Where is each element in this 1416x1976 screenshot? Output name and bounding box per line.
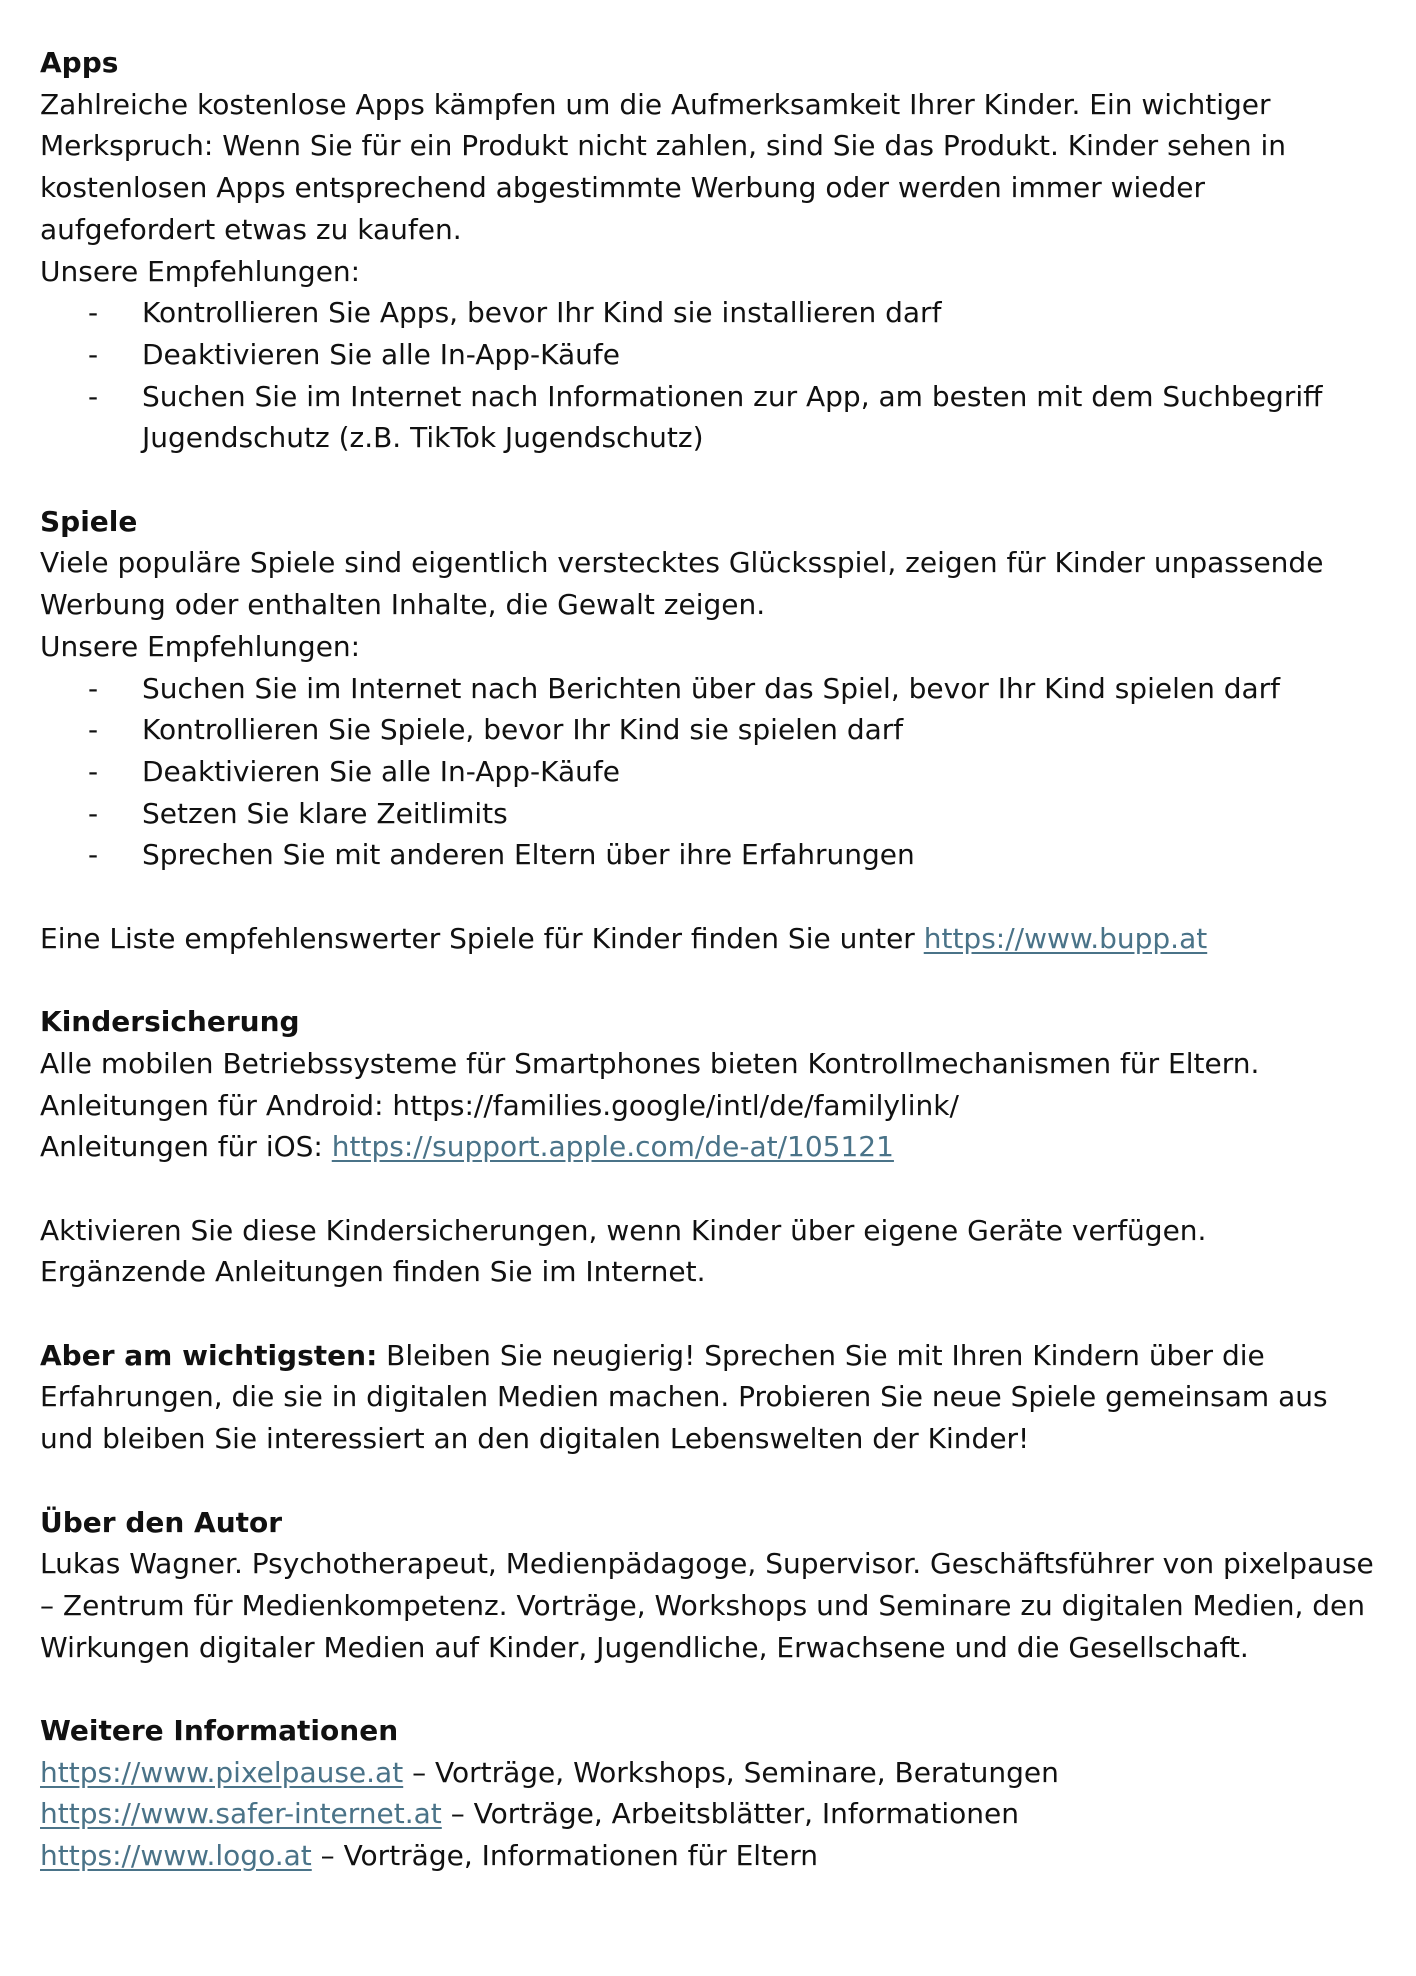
apps-heading: Apps — [40, 46, 119, 79]
wichtig-section — [40, 1335, 1376, 1460]
apple-support-link[interactable]: https://support.apple.com/de-at/105121 — [331, 1130, 894, 1164]
kindersicherung-heading: Kindersicherung — [40, 1005, 300, 1039]
spiele-heading: Spiele — [40, 504, 138, 538]
list-item: - Deaktivieren Sie alle In-App-Käufe — [40, 334, 1376, 376]
list-item: - Suchen Sie im Internet nach Informationen zur App, am besten mit dem Suchbegriff Jugendschutz (z.B. TikTok Jugendschutz) — [40, 376, 1376, 459]
list-item: - Suchen Sie im Internet nach Berichten über das Spiel, bevor Ihr Kind spielen darf — [40, 668, 1376, 710]
spiele-recommendations-label: Unsere Empfehlungen: — [40, 629, 361, 663]
spiele-body: Viele populäre Spiele sind eigentlich verstecktes Glücksspiel, zeigen für Kinder unpassende Werbung oder enthalten Inhalte, die Gewalt zeigen. — [40, 546, 1324, 622]
kindersicherung-section — [40, 1001, 1376, 1293]
pixelpause-link[interactable]: https://www.pixelpause.at — [40, 1755, 404, 1789]
apps-recommendations-list — [40, 292, 1376, 459]
safer-internet-desc: – Vorträge, Arbeitsblätter, Informationen — [441, 1797, 1019, 1831]
info-link-line — [40, 1752, 1376, 1794]
apps-body: Zahlreiche kostenlose Apps kämpfen um die Aufmerksamkeit Ihrer Kinder. Ein wichtiger Merkspruch: Wenn Sie für ein Produkt nicht zahlen, sind Sie das Produkt. Kinder sehen in kostenlosen Apps entsprechend abgestimmte Werbung oder werden immer wieder aufgefordert etwas zu kaufen. — [40, 87, 1287, 246]
autor-body: Lukas Wagner. Psychotherapeut, Medienpädagoge, Supervisor. Geschäftsführer von pixelpause – Zentrum für Medienkompetenz. Vorträge, Workshops und Seminare zu digitalen Medien, den Wirkungen digitaler Medien auf Kinder, Jugendliche, Erwachsene und die Gesellschaft. — [40, 1547, 1374, 1664]
logo-desc: – Vorträge, Informationen für Eltern — [311, 1839, 819, 1873]
logo-link[interactable]: https://www.logo.at — [40, 1839, 312, 1873]
spiele-section — [40, 501, 1376, 960]
weitere-section — [40, 1710, 1376, 1877]
apps-recommendations-label: Unsere Empfehlungen: — [40, 254, 361, 288]
apps-section — [40, 42, 1376, 459]
wichtig-text: Bleiben Sie neugierig! Sprechen Sie mit Ihren Kindern über die Erfahrungen, die sie in digitalen Medien machen. Probieren Sie neue Spiele gemeinsam aus und bleiben Sie interessiert an den digitalen Lebenswelten der Kinder! — [40, 1338, 1328, 1456]
list-item: - Kontrollieren Sie Apps, bevor Ihr Kind sie installieren darf — [40, 292, 1376, 334]
kindersicherung-body: Alle mobilen Betriebssysteme für Smartphones bieten Kontrollmechanismen für Eltern. — [40, 1046, 1260, 1080]
spiele-list-text: Eine Liste empfehlenswerter Spiele für Kinder finden Sie unter — [40, 921, 924, 955]
spiele-recommendations-list — [40, 668, 1376, 877]
spiele-list-line — [40, 918, 1376, 960]
safer-internet-link[interactable]: https://www.safer-internet.at — [40, 1797, 442, 1831]
bupp-link[interactable]: https://www.bupp.at — [923, 921, 1208, 955]
list-item: - Sprechen Sie mit anderen Eltern über ihre Erfahrungen — [40, 834, 1376, 876]
wichtig-paragraph — [40, 1335, 1376, 1460]
info-link-line — [40, 1835, 1376, 1877]
list-item: - Setzen Sie klare Zeitlimits — [40, 793, 1376, 835]
android-instructions: Anleitungen für Android: https://families.google/intl/de/familylink/ — [40, 1088, 959, 1122]
weitere-heading: Weitere Informationen — [40, 1714, 399, 1748]
list-item: - Deaktivieren Sie alle In-App-Käufe — [40, 751, 1376, 793]
pixelpause-desc: – Vorträge, Workshops, Seminare, Beratungen — [403, 1755, 1059, 1789]
activate-line-2: Ergänzende Anleitungen finden Sie im Internet. — [40, 1255, 706, 1289]
info-link-line — [40, 1793, 1376, 1835]
ios-label: Anleitungen für iOS: — [40, 1130, 332, 1164]
ios-instructions — [40, 1126, 1376, 1168]
autor-section — [40, 1502, 1376, 1669]
list-item: - Kontrollieren Sie Spiele, bevor Ihr Kind sie spielen darf — [40, 709, 1376, 751]
activate-line-1: Aktivieren Sie diese Kindersicherungen, wenn Kinder über eigene Geräte verfügen. — [40, 1213, 1207, 1247]
wichtig-label: Aber am wichtigsten: — [40, 1338, 378, 1372]
autor-heading: Über den Autor — [40, 1505, 283, 1539]
